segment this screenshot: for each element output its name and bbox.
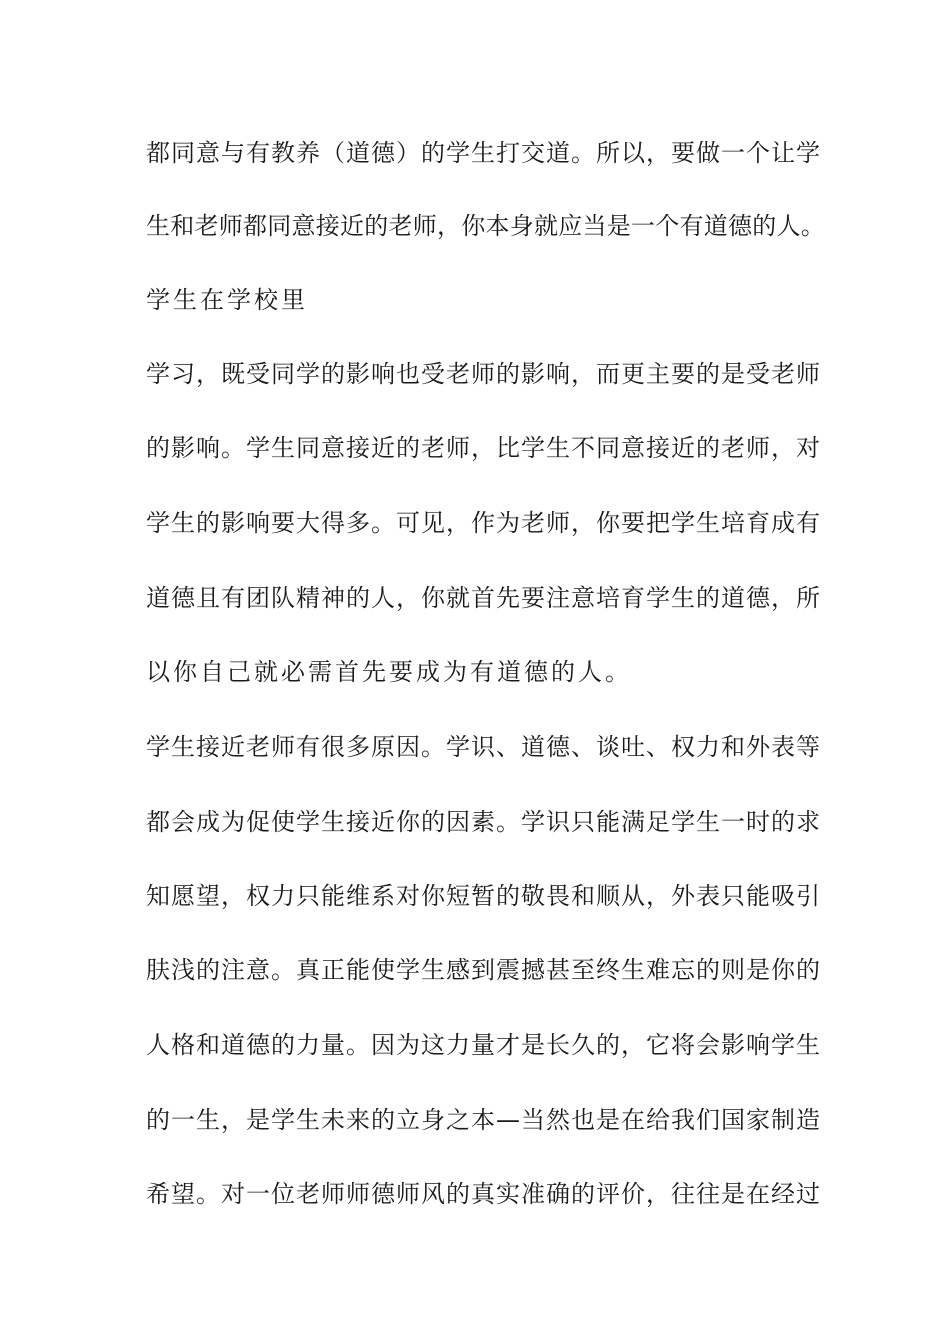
text-line-11: 知愿望，权力只能维系对你短暂的敬畏和顺从，外表只能吸引 xyxy=(146,882,821,910)
text-line-12: 肤浅的注意。真正能使学生感到震撼甚至终生难忘的则是你的 xyxy=(146,956,821,984)
text-line-5: 的影响。学生同意接近的老师，比学生不同意接近的老师，对 xyxy=(146,434,821,462)
text-line-4: 学习，既受同学的影响也受老师的影响，而更主要的是受老师 xyxy=(146,360,821,388)
text-line-6: 学生的影响要大得多。可见，作为老师，你要把学生培育成有 xyxy=(146,509,821,537)
text-line-1: 都同意与有教养（道德）的学生打交道。所以，要做一个让学 xyxy=(146,139,821,167)
text-line-10: 都会成为促使学生接近你的因素。学识只能满足学生一时的求 xyxy=(146,808,821,836)
text-line-9: 学生接近老师有很多原因。学识、道德、谈吐、权力和外表等 xyxy=(146,733,821,761)
text-line-8: 以你自己就必需首先要成为有道德的人。 xyxy=(146,658,632,686)
text-line-15: 希望。对一位老师师德师风的真实准确的评价，往往是在经过 xyxy=(146,1180,821,1208)
text-line-3: 学生在学校里 xyxy=(146,286,308,314)
text-line-13: 人格和道德的力量。因为这力量才是长久的，它将会影响学生 xyxy=(146,1031,821,1059)
text-line-2: 生和老师都同意接近的老师，你本身就应当是一个有道德的人。 xyxy=(146,212,825,240)
text-line-7: 道德且有团队精神的人，你就首先要注意培育学生的道德，所 xyxy=(146,584,821,612)
text-line-14: 的一生，是学生未来的立身之本—当然也是在给我们国家制造 xyxy=(146,1106,821,1134)
